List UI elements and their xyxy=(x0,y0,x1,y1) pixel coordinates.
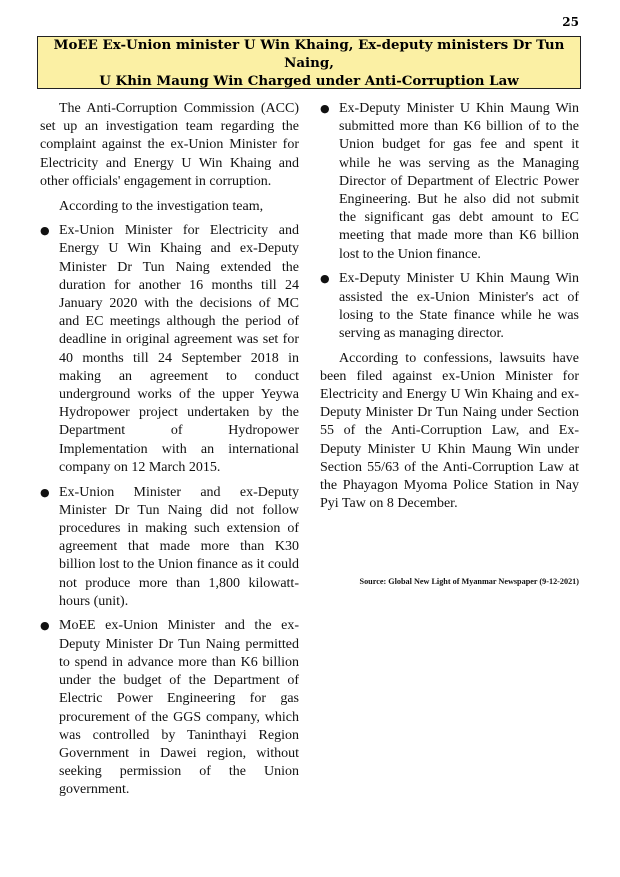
list-item xyxy=(320,100,579,264)
lead-paragraph: According to the investigation team, xyxy=(59,198,264,214)
article-title-line-1: MoEE Ex-Union minister U Win Khaing, Ex-deputy ministers Dr Tun Naing, xyxy=(53,36,565,71)
list-item xyxy=(40,617,299,799)
list-item-text: MoEE ex-Union Minister and the ex-Deputy Minister Dr Tun Naing permitted to spend in advance more than K6 billion under the budget of the Department of Electric Power Engineering for gas procurement of the GGS company, which was controlled by Taninthayi Region Government in Dawei region, without seeking permission of the Union government. xyxy=(59,618,299,798)
left-bullet-list xyxy=(40,222,299,799)
right-column xyxy=(320,100,579,520)
list-item xyxy=(40,222,299,477)
list-item-text: Ex-Deputy Minister U Khin Maung Win submitted more than K6 billion of to the Union budget for gas fee and spent it while he was serving as the Managing Director of Department of Electric Power Engineering. But he also did not submit the significant gas debt amount to EC meeting that made more than K6 billion lost to the Union finance. xyxy=(339,101,579,262)
bullet-icon: ● xyxy=(40,619,50,633)
list-item-text: Ex-Union Minister and ex-Deputy Minister Dr Tun Naing did not follow procedures in making such extension of agreement that made more than K30 billion lost to the Union finance as it could not produce more than 1,800 kilowatt-hours (unit). xyxy=(59,484,299,609)
list-item xyxy=(40,484,299,611)
list-item-text: Ex-Deputy Minister U Khin Maung Win assisted the ex-Union Minister's act of losing to the State finance while he was serving as managing director. xyxy=(339,271,579,341)
bullet-icon: ● xyxy=(320,102,330,115)
right-bullet-list xyxy=(320,100,579,343)
source-citation: Source: Global New Light of Myanmar Newspaper (9-12-2021) xyxy=(359,577,579,586)
list-item-text: Ex-Union Minister for Electricity and Energy U Win Khaing and ex-Deputy Minister Dr Tun Naing extended the duration for another 16 months till 24 January 2020 with the decisions of MC and EC meetings although the period of deadline in original agreement was set for 40 months till 24 September 2018 in making an agreement to conduct underground works of the upper Yeywa Hydropower project undertaken by the Department of Hydropower Implementation with an international company on 12 March 2015. xyxy=(59,223,299,475)
article-title-box xyxy=(37,36,581,89)
left-column xyxy=(40,100,299,806)
bullet-icon: ● xyxy=(320,272,330,286)
page-number: 25 xyxy=(562,15,579,29)
list-item xyxy=(320,270,579,343)
bullet-icon: ● xyxy=(40,224,50,238)
conclusion-paragraph: According to confessions, lawsuits have been filed against ex-Union Minister for Electricity and Energy U Win Khaing and ex-Deputy Minister Dr Tun Naing under Section 55 of the Anti-Corruption Law, and Ex-Deputy Minister U Khin Maung Win under Section 55/63 of the Anti-Corruption Law at the Phayagon Myoma Police Station in Nay Pyi Taw on 8 December. xyxy=(320,350,579,512)
article-title-line-2: U Khin Maung Win Charged under Anti-Corruption Law xyxy=(99,72,519,89)
intro-paragraph: The Anti-Corruption Commission (ACC) set up an investigation team regarding the complaint against the ex-Union Minister for Electricity and Energy U Win Khaing and other officials' engagement in corruption. xyxy=(40,101,299,189)
bullet-icon: ● xyxy=(40,485,50,499)
